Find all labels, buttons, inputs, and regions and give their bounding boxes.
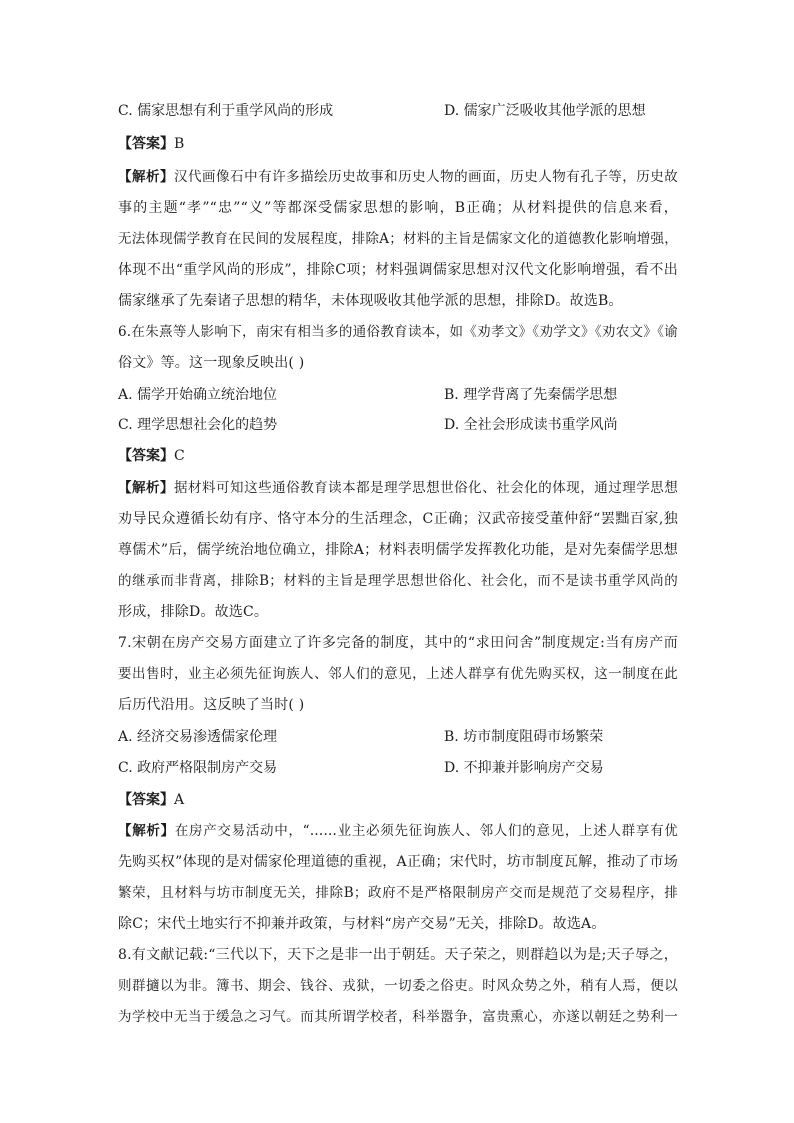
q7-analysis-line bbox=[118, 821, 678, 841]
q7-stem-line: 后历代沿用。这反映了当时( ) bbox=[118, 697, 305, 713]
answer-value: A bbox=[174, 792, 185, 808]
analysis-tag: 【解析】 bbox=[118, 823, 175, 839]
q7-option-b: B. 坊市制度阻碍市场繁荣 bbox=[444, 729, 604, 745]
q8-stem-line: 8.有文献记载:“三代以下，天下之是非一出于朝廷。天子荣之，则群趋以为是;天子辱之， bbox=[118, 947, 678, 963]
answer-tag: 【答案】 bbox=[118, 136, 174, 152]
answer-tag: 【答案】 bbox=[118, 448, 174, 464]
q5-answer bbox=[118, 134, 184, 154]
q6-analysis-line: 劝导民众遵循长幼有序、恪守本分的生活理念，C正确；汉武帝接受董仲舒“罢黜百家,独 bbox=[118, 511, 678, 527]
analysis-tag: 【解析】 bbox=[118, 169, 175, 185]
q5-analysis-line: 儒家继承了先秦诸子思想的精华，未体现吸收其他学派的思想，排除D。故选B。 bbox=[118, 293, 623, 309]
q6-stem-line: 俗文》等。这一现象反映出( ) bbox=[118, 355, 305, 371]
q5-analysis-line: 体现不出“重学风尚的形成”，排除C项；材料强调儒家思想对汉代文化影响增强，看不出 bbox=[118, 262, 678, 278]
q5-analysis-line: 事的主题“孝”“忠”“义”等都深受儒家思想的影响，B正确；从材料提供的信息来看， bbox=[118, 200, 678, 216]
q6-analysis-line: 形成，排除D。故选C。 bbox=[118, 604, 269, 620]
q6-option-d: D. 全社会形成读书重学风尚 bbox=[444, 417, 618, 433]
analysis-text: 在房产交易活动中，“……业主必须先征询族人、邻人们的意见，上述人群享有优 bbox=[174, 823, 678, 839]
q5-analysis-line bbox=[118, 167, 678, 187]
answer-value: B bbox=[174, 136, 185, 152]
q7-analysis-line: 繁荣，且材料与坊市制度无关，排除B；政府不是严格限制房产交而是规范了交易程序，排 bbox=[118, 885, 678, 901]
q8-stem-line: 为学校中无当于缓急之习气。而其所谓学校者，科举嚣争，富贵熏心，亦遂以朝廷之势利一 bbox=[118, 1009, 678, 1025]
analysis-tag: 【解析】 bbox=[118, 480, 175, 496]
analysis-text: 据材料可知这些通俗教育读本都是理学思想世俗化、社会化的体现，通过理学思想 bbox=[174, 480, 678, 496]
q5-analysis-line: 无法体现儒学教育在民间的发展程度，排除A；材料的主旨是儒家文化的道德教化影响增强， bbox=[118, 231, 678, 247]
q6-option-c: C. 理学思想社会化的趋势 bbox=[118, 417, 278, 433]
q5-option-d: D. 儒家广泛吸收其他学派的思想 bbox=[444, 103, 646, 119]
q6-answer bbox=[118, 446, 185, 466]
q8-stem-line: 则群擿以为非。簿书、期会、钱谷、戎狱，一切委之俗吏。时风众势之外，稍有人焉，便以 bbox=[118, 978, 678, 994]
q6-analysis-line: 的继承而非背离，排除B；材料的主旨是理学思想世俗化、社会化，而不是读书重学风尚的 bbox=[118, 573, 678, 589]
q6-analysis-line: 尊儒术”后，儒学统治地位确立，排除A；材料表明儒学发挥教化功能，是对先秦儒学思想 bbox=[118, 542, 678, 558]
analysis-text: 汉代画像石中有许多描绘历史故事和历史人物的画面，历史人物有孔子等，历史故 bbox=[174, 169, 678, 185]
answer-tag: 【答案】 bbox=[118, 792, 174, 808]
q7-option-d: D. 不抑兼并影响房产交易 bbox=[444, 760, 604, 776]
q6-option-a: A. 儒学开始确立统治地位 bbox=[118, 387, 278, 403]
q6-option-b: B. 理学背离了先秦儒学思想 bbox=[444, 387, 618, 403]
q7-stem-line: 7.宋朝在房产交易方面建立了许多完备的制度，其中的“求田问舍”制度规定:当有房产而 bbox=[118, 635, 678, 651]
q7-analysis-line: 除C；宋代土地实行不抑兼并政策，与材料“房产交易”无关，排除D。故选A。 bbox=[118, 916, 606, 932]
q7-analysis-line: 先购买权”体现的是对儒家伦理道德的重视，A正确；宋代时，坊市制度瓦解，推动了市场 bbox=[118, 854, 678, 870]
q7-stem-line: 要出售时，业主必须先征询族人、邻人们的意见，上述人群享有优先购买权，这一制度在此 bbox=[118, 666, 678, 682]
answer-value: C bbox=[174, 448, 185, 464]
q6-analysis-line bbox=[118, 478, 678, 498]
q7-option-a: A. 经济交易渗透儒家伦理 bbox=[118, 729, 278, 745]
q7-option-c: C. 政府严格限制房产交易 bbox=[118, 760, 278, 776]
q5-option-c: C. 儒家思想有利于重学风尚的形成 bbox=[118, 103, 334, 119]
q6-stem-line: 6.在朱熹等人影响下，南宋有相当多的通俗教育读本，如《劝孝文》《劝学文》《劝农文》《谕 bbox=[118, 324, 678, 340]
q7-answer bbox=[118, 790, 184, 810]
